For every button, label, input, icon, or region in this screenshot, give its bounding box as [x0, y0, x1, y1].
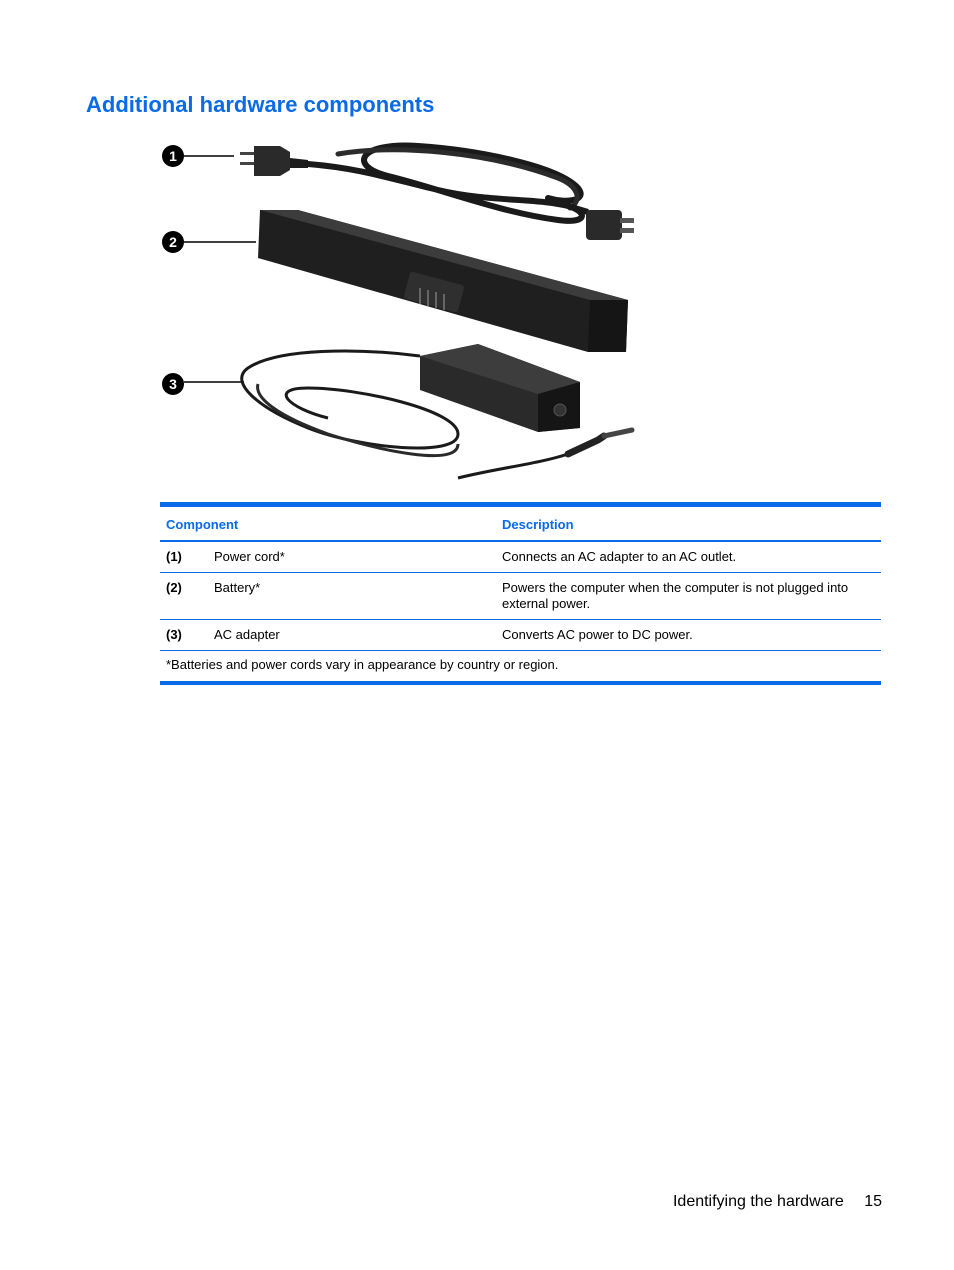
component-description: Converts AC power to DC power.	[496, 620, 881, 651]
page-number: 15	[864, 1193, 882, 1210]
table-footnote: *Batteries and power cords vary in appearance by country or region.	[160, 651, 881, 684]
callout-3	[162, 373, 244, 395]
column-header-description: Description	[496, 507, 881, 541]
callout-1-label: 1	[169, 148, 177, 164]
row-number: (3)	[160, 620, 208, 651]
battery-icon	[258, 210, 628, 352]
component-description: Connects an AC adapter to an AC outlet.	[496, 541, 881, 573]
callout-2	[162, 231, 256, 253]
callout-1	[162, 145, 234, 167]
table-row	[160, 573, 881, 620]
callout-3-label: 3	[169, 376, 177, 392]
ac-adapter-icon	[242, 344, 632, 478]
footer-section-title: Identifying the hardware	[672, 1193, 844, 1210]
page-title: Additional hardware components	[86, 92, 435, 117]
component-name: Battery*	[208, 573, 496, 620]
table-row	[160, 541, 881, 573]
column-header-component: Component	[160, 507, 496, 541]
table-row	[160, 620, 881, 651]
page-footer	[673, 1193, 882, 1211]
table-note-row	[160, 651, 881, 684]
table-header-row	[160, 507, 881, 541]
row-number: (1)	[160, 541, 208, 573]
callout-2-label: 2	[169, 234, 177, 250]
component-name: AC adapter	[208, 620, 496, 651]
components-table	[160, 502, 881, 685]
component-name: Power cord*	[208, 541, 496, 573]
component-description: Powers the computer when the computer is not plugged into external power.	[496, 573, 881, 620]
hardware-illustration	[158, 138, 648, 484]
row-number: (2)	[160, 573, 208, 620]
